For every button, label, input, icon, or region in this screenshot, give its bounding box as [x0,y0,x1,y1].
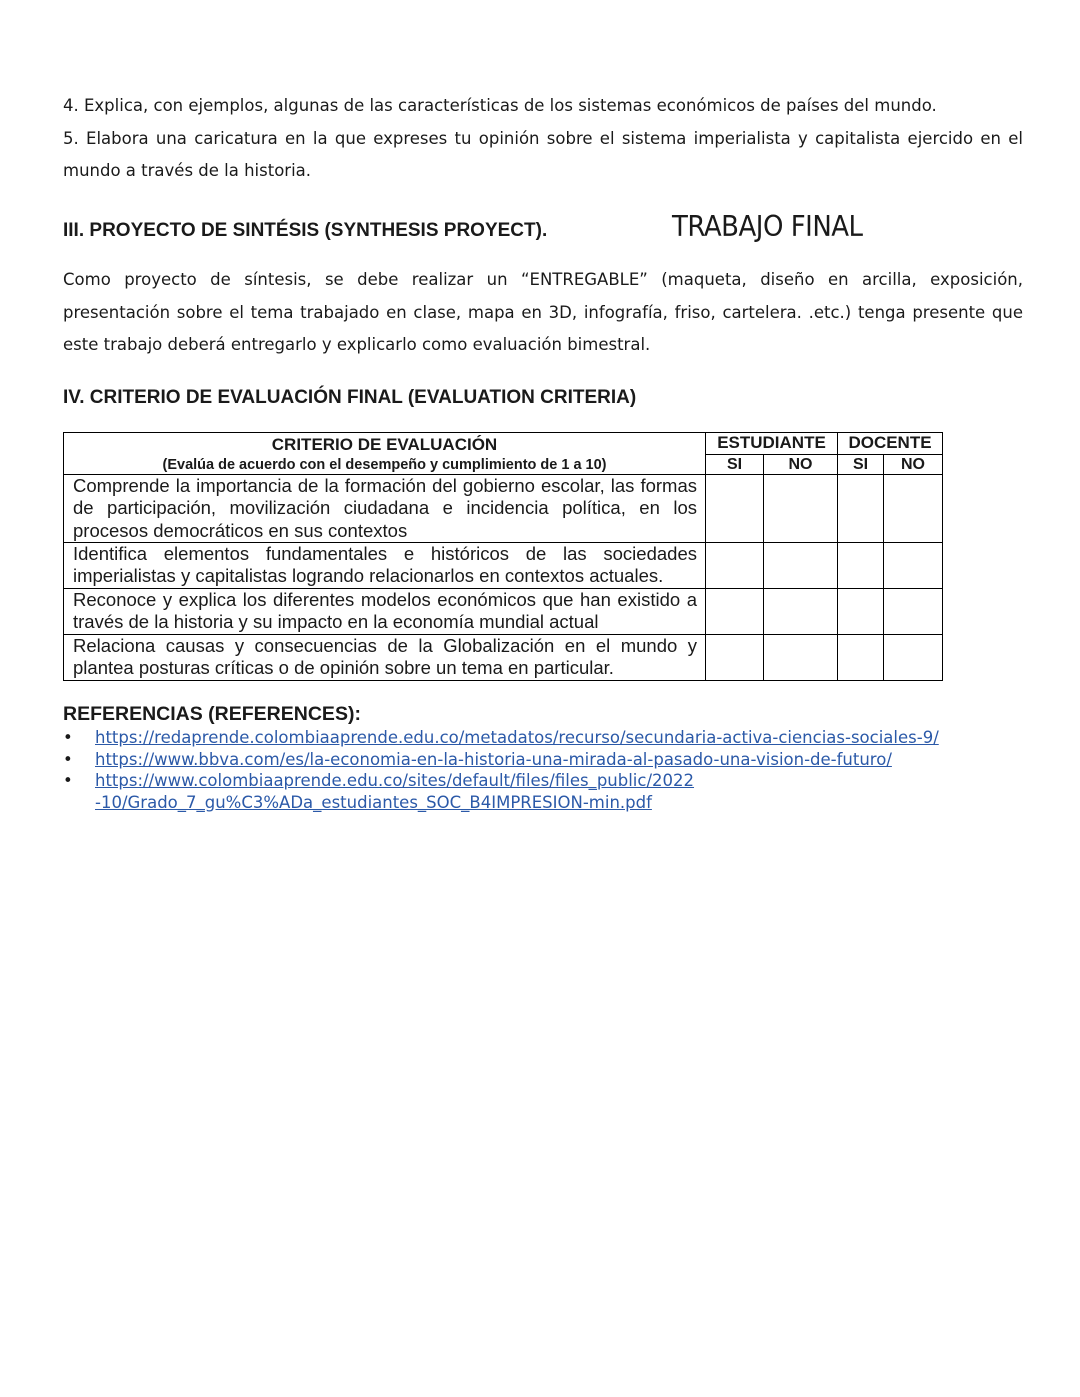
table-row [64,475,943,543]
references-list [63,727,963,813]
section-3-heading: III. PROYECTO DE SINTÉSIS (SYNTHESIS PROYECT). [63,220,548,241]
table-row [64,588,943,634]
student-yes-header: SI [706,454,764,475]
teacher-yes-cell[interactable] [838,588,884,634]
evaluation-criteria-table [63,432,943,681]
teacher-no-header: NO [884,454,943,475]
reference-link-2[interactable]: https://www.bbva.com/es/la-economia-en-la-historia-una-mirada-al-pasado-una-vision-de-futuro/ [95,749,892,769]
reference-link-3[interactable]: https://www.colombiaaprende.edu.co/sites/default/files/files_public/2022-10/Grado_7_gu%C3%ADa_estudiantes_SOC_B4IMPRESION-min.pdf [95,771,695,812]
student-group-header: ESTUDIANTE [706,433,838,455]
handwritten-note: TRABAJO FINAL [672,211,863,244]
criteria-header-subtitle: (Evalúa de acuerdo con el desempeño y cumplimiento de 1 a 10) [162,457,607,473]
bullet-icon: • [63,771,73,790]
student-no-header: NO [764,454,838,475]
criterion-text: Reconoce y explica los diferentes modelos económicos que han existido a través de la historia y su impacto en la economía mundial actual [64,588,706,634]
criterion-text: Relaciona causas y consecuencias de la Globalización en el mundo y plantea posturas críticas o de opinión sobre un tema en particular. [64,634,706,680]
criterion-text: Comprende la importancia de la formación del gobierno escolar, las formas de participación, movilización ciudadana e incidencia política, en los procesos democráticos en sus contextos [64,475,706,543]
table-header-row [64,433,943,455]
teacher-no-cell[interactable] [884,475,943,543]
reference-link-1[interactable]: https://redaprende.colombiaaprende.edu.co/metadatos/recurso/secundaria-activa-ciencias-sociales-9/ [95,728,939,747]
criterion-text: Identifica elementos fundamentales e históricos de las sociedades imperialistas y capitalistas logrando relacionarlos en contextos actuales. [64,543,706,589]
teacher-no-cell[interactable] [884,634,943,680]
student-no-cell[interactable] [764,475,838,543]
table-row [64,634,943,680]
teacher-no-cell[interactable] [884,588,943,634]
student-no-cell[interactable] [764,634,838,680]
student-yes-cell[interactable] [706,475,764,543]
student-no-cell[interactable] [764,543,838,589]
activity-list [63,90,1023,188]
student-yes-cell[interactable] [706,543,764,589]
student-yes-cell[interactable] [706,588,764,634]
bullet-icon: • [63,728,73,747]
teacher-yes-cell[interactable] [838,543,884,589]
student-no-cell[interactable] [764,588,838,634]
teacher-yes-cell[interactable] [838,475,884,543]
bullet-icon: • [63,749,73,769]
teacher-group-header: DOCENTE [838,433,943,455]
criteria-header-cell [64,433,706,475]
activity-item-5: 5. Elabora una caricatura en la que expreses tu opinión sobre el sistema imperialista y capitalista ejercido en el mundo a través de la historia. [63,128,1023,180]
teacher-yes-header: SI [838,454,884,475]
list-item [63,749,963,771]
list-item [63,727,963,749]
references-heading: REFERENCIAS (REFERENCES): [63,703,361,725]
student-yes-cell[interactable] [706,634,764,680]
section-3-body: Como proyecto de síntesis, se debe realizar un “ENTREGABLE” (maqueta, diseño en arcilla, exposición, presentación sobre el tema trabajado en clase, mapa en 3D, infografía, friso, cartelera. .etc.) tenga presente que este trabajo deberá entregarlo y explicarlo como evaluación bimestral. [63,270,1023,354]
teacher-no-cell[interactable] [884,543,943,589]
list-item [63,770,963,813]
section-4-heading: IV. CRITERIO DE EVALUACIÓN FINAL (EVALUATION CRITERIA) [63,387,637,408]
activity-item-4: 4. Explica, con ejemplos, algunas de las características de los sistemas económicos de países del mundo. [63,96,937,115]
table-row [64,543,943,589]
teacher-yes-cell[interactable] [838,634,884,680]
criteria-header-title: CRITERIO DE EVALUACIÓN [271,435,498,454]
